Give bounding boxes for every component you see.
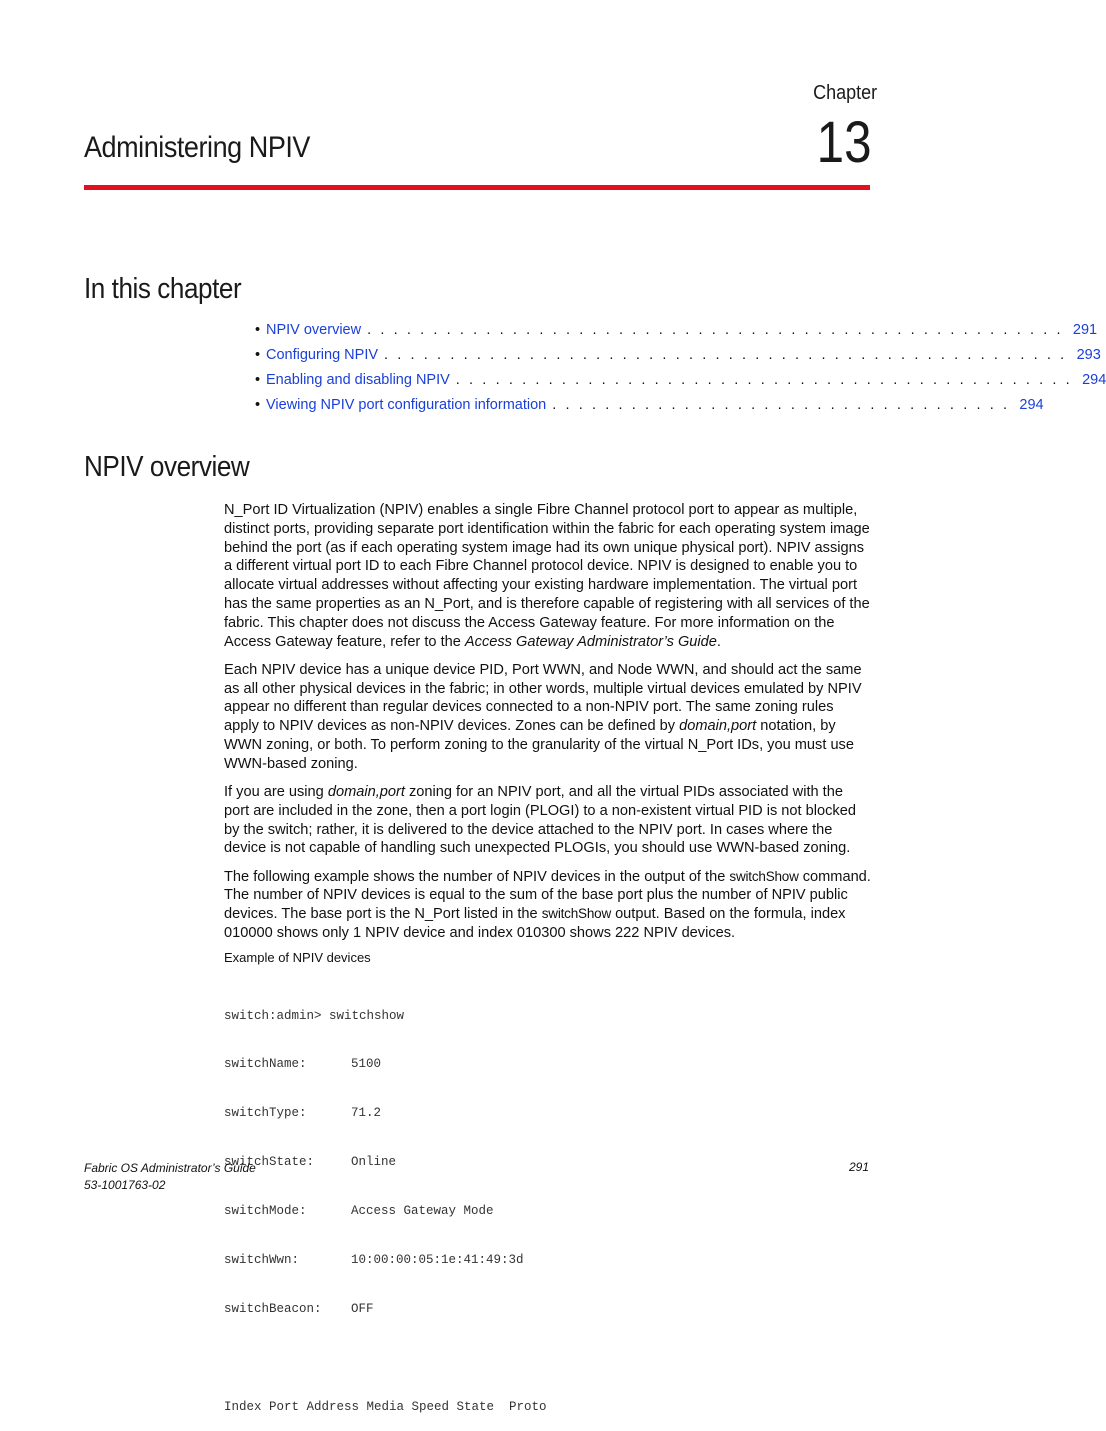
paragraph: If you are using domain,port zoning for an NPIV port, and all the virtual PIDs associated with the port are included in the zone, then a port login (PLOGI) to a non-existent virtual PID is not blocked by the switch; rather, it is delivered to the device attached to the NPIV port. In cases where the device is not capable of handling such unexpected PLOGIs, you should use WWN-based zoning. (224, 783, 856, 857)
toc-entry (255, 372, 1106, 397)
chapter-title: Administering NPIV (84, 131, 310, 164)
footer-page-number: 291 (848, 1160, 869, 1174)
toc-page-link[interactable]: 294 (1019, 397, 1044, 413)
code-example (224, 975, 547, 1431)
toc-bullet: • (255, 322, 261, 338)
npiv-overview-heading: NPIV overview (84, 451, 250, 483)
toc-link-configuring-npiv[interactable]: Configuring NPIV (266, 347, 379, 363)
code-blank-line (224, 1350, 547, 1366)
toc-link-npiv-overview[interactable]: NPIV overview (266, 322, 362, 338)
paragraph: Each NPIV device has a unique device PID, Port WWN, and Node WWN, and should act the same as all other physical devices in the fabric; in other words, multiple virtual devices emulated by NPIV appear no different than regular devices connected to a non-NPIV port. The same zoning rules apply to NPIV devices as non-NPIV devices. Zones can be defined by domain,port notation, by WWN zoning, or both. To perform zoning to the granularity of the virtual N_Port IDs, you must use WWN-based zoning. (224, 661, 862, 772)
toc-bullet: • (255, 397, 261, 413)
footer-doc-number: 53-1001763-02 (84, 1178, 166, 1192)
code-line: switch:admin> switchshow (224, 1008, 405, 1023)
toc-entry (255, 397, 1044, 422)
code-line: switchBeacon: OFF (224, 1301, 374, 1316)
code-line: switchMode: Access Gateway Mode (224, 1204, 494, 1219)
toc-link-enabling-disabling-npiv[interactable]: Enabling and disabling NPIV (266, 372, 450, 388)
paragraph: N_Port ID Virtualization (NPIV) enables a single Fibre Channel protocol port to appear as multiple, distinct ports, providing separate port identification within the fabric for each operating system image behind the port (as if each operating system image had its own unique physical port). NPIV assigns a different virtual port ID to each Fibre Channel protocol device. NPIV is designed to enable you to allocate virtual addresses without affecting your existing hardware implementation. The virtual port has the same properties as an N_Port, and is therefore capable of registering with all services of the fabric. This chapter does not discuss the Access Gateway feature. For more information on the Access Gateway feature, refer to the Access Gateway Administrator’s Guide. (224, 502, 870, 650)
toc-leader: . . . . . . . . . . . . . . . . . . . . . . . . . . . . . . . . . . . . . . . . . . . . . . . (455, 372, 1073, 388)
toc-page-link[interactable]: 293 (1076, 347, 1101, 363)
code-line: Index Port Address Media Speed State Proto (224, 1399, 547, 1414)
chapter-label: Chapter (812, 82, 877, 104)
toc-bullet: • (255, 372, 261, 388)
toc-leader: . . . . . . . . . . . . . . . . . . . . . . . . . . . . . . . . . . . (552, 397, 1010, 413)
paragraph: The following example shows the number of NPIV devices in the output of the switchShow command. The number of NPIV devices is equal to the sum of the base port plus the number of NPIV public devices. The base port is the N_Port listed in the switchShow output. Based on the formula, index 010000 shows only 1 NPIV device and index 010300 shows 222 NPIV devices. (224, 868, 871, 941)
npiv-overview-body (224, 501, 872, 952)
code-line: switchState: Online (224, 1155, 397, 1170)
toc-link-viewing-npiv-port-config[interactable]: Viewing NPIV port configuration information (266, 397, 547, 413)
chapter-toc (255, 322, 1106, 422)
chapter-number: 13 (817, 110, 872, 175)
footer-left (84, 1160, 256, 1194)
toc-bullet: • (255, 347, 261, 363)
chapter-title-rule (84, 185, 870, 190)
command-name: switchShow (541, 906, 612, 922)
code-line: switchName: 5100 (224, 1057, 382, 1072)
domain-port-term: domain,port (679, 718, 757, 735)
domain-port-term: domain,port (327, 783, 405, 800)
command-name: switchShow (729, 868, 799, 884)
guide-reference: Access Gateway Administrator’s Guide (464, 633, 717, 650)
example-caption: Example of NPIV devices (224, 950, 371, 965)
code-line: switchWwn: 10:00:00:05:1e:41:49:3d (224, 1253, 524, 1268)
toc-page-link[interactable]: 294 (1082, 372, 1106, 388)
code-line: switchType: 71.2 (224, 1106, 382, 1121)
footer-guide-title: Fabric OS Administrator’s Guide (84, 1161, 256, 1175)
in-this-chapter-heading: In this chapter (84, 273, 242, 305)
toc-leader: . . . . . . . . . . . . . . . . . . . . . . . . . . . . . . . . . . . . . . . . . . . . . . . . . . . . . (367, 322, 1064, 338)
toc-entry (255, 322, 1098, 347)
toc-leader: . . . . . . . . . . . . . . . . . . . . . . . . . . . . . . . . . . . . . . . . . . . . . . . . . . . . (384, 347, 1067, 363)
toc-page-link[interactable]: 291 (1072, 322, 1098, 338)
toc-entry (255, 347, 1101, 372)
